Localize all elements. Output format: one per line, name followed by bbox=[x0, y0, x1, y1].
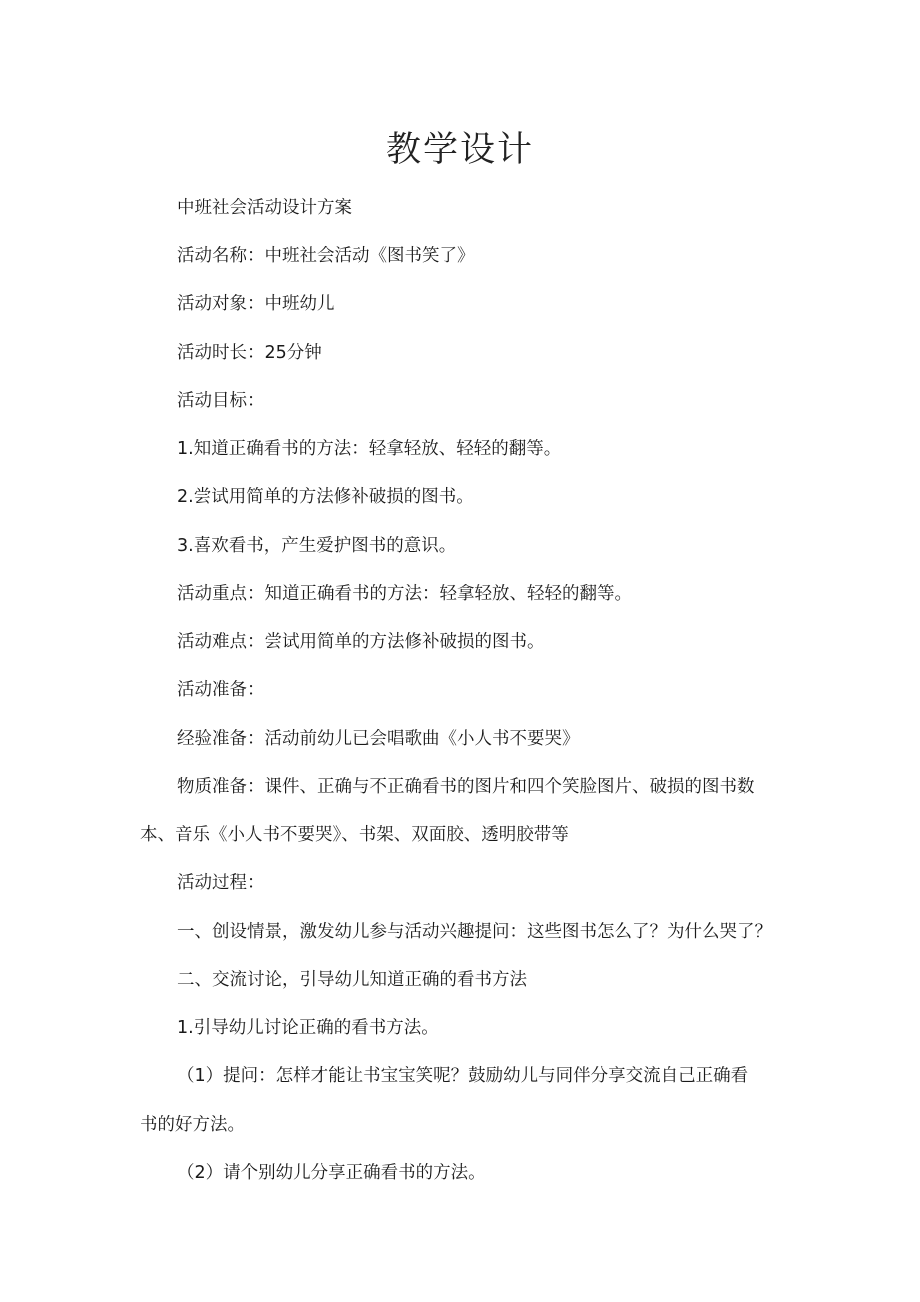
paragraph-line: 2.尝试用简单的方法修补破损的图书。 bbox=[177, 487, 474, 507]
paragraph-line: 活动准备： bbox=[177, 680, 265, 700]
paragraph-line: 活动过程： bbox=[177, 873, 265, 893]
paragraph-line: 1.引导幼儿讨论正确的看书方法。 bbox=[177, 1018, 439, 1038]
paragraph-line: （1）提问：怎样才能让书宝宝笑呢？鼓励幼儿与同伴分享交流自己正确看 bbox=[177, 1066, 749, 1086]
paragraph-line: 一、创设情景，激发幼儿参与活动兴趣提问：这些图书怎么了？为什么哭了？ bbox=[177, 922, 772, 942]
paragraph-line: 3.喜欢看书，产生爱护图书的意识。 bbox=[177, 536, 457, 556]
paragraph-line: 活动重点：知道正确看书的方法：轻拿轻放、轻轻的翻等。 bbox=[177, 584, 632, 604]
paragraph-line: 中班社会活动设计方案 bbox=[177, 198, 352, 218]
document-title: 教学设计 bbox=[385, 130, 534, 170]
paragraph-line: 1.知道正确看书的方法：轻拿轻放、轻轻的翻等。 bbox=[177, 439, 562, 459]
paragraph-line: 物质准备：课件、正确与不正确看书的图片和四个笑脸图片、破损的图书数 bbox=[177, 777, 755, 797]
paragraph-line: 经验准备：活动前幼儿已会唱歌曲《小人书不要哭》 bbox=[177, 729, 580, 749]
paragraph-line: 活动时长：25分钟 bbox=[177, 343, 322, 363]
paragraph-line: （2）请个别幼儿分享正确看书的方法。 bbox=[177, 1163, 486, 1183]
paragraph-line-continued: 本、音乐《小人书不要哭》、书架、双面胶、透明胶带等 bbox=[140, 825, 569, 845]
paragraph-line: 活动目标： bbox=[177, 391, 265, 411]
paragraph-line: 二、交流讨论，引导幼儿知道正确的看书方法 bbox=[177, 970, 527, 990]
paragraph-line: 活动难点：尝试用简单的方法修补破损的图书。 bbox=[177, 632, 545, 652]
paragraph-line: 活动对象：中班幼儿 bbox=[177, 294, 335, 314]
paragraph-line: 活动名称：中班社会活动《图书笑了》 bbox=[177, 246, 475, 266]
paragraph-line-continued: 书的好方法。 bbox=[140, 1115, 245, 1135]
